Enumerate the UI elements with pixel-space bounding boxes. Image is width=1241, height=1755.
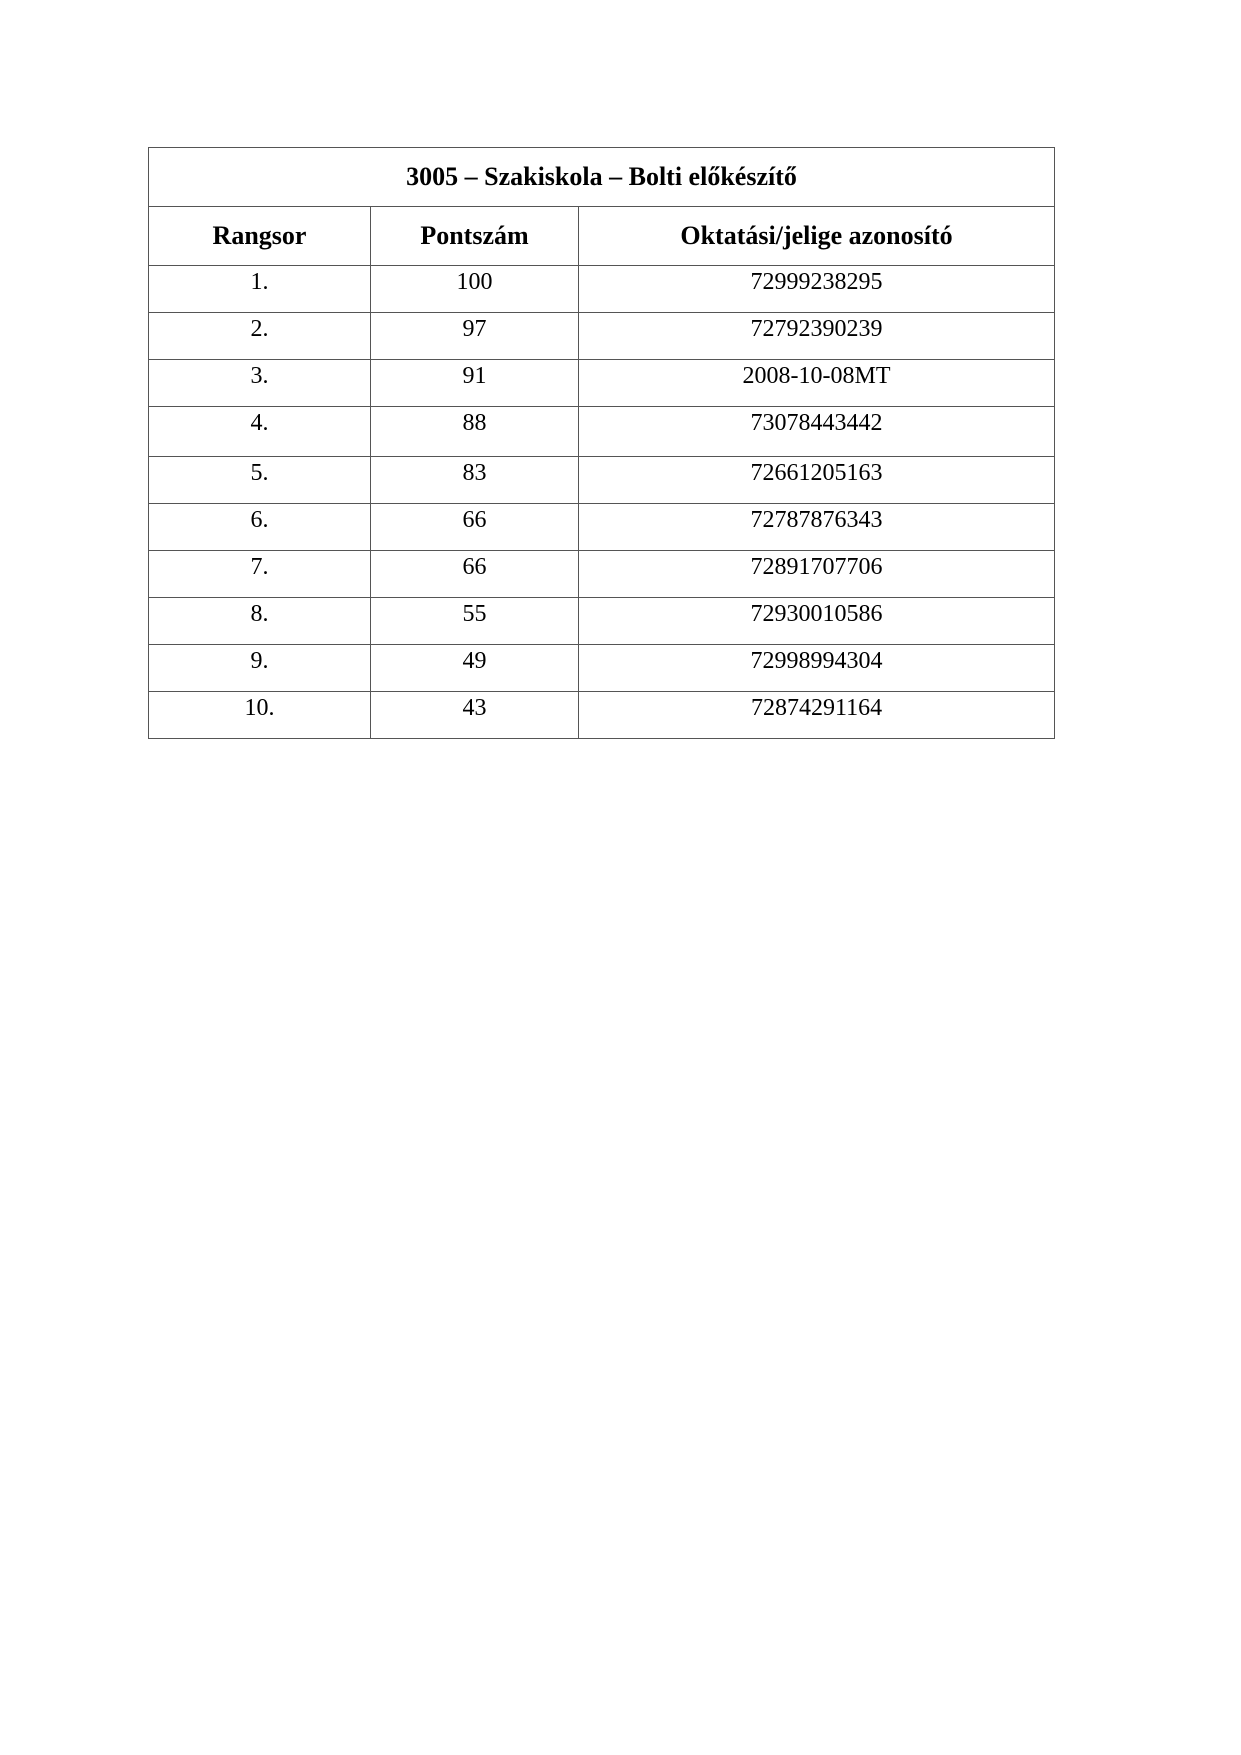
- rank-cell: 8.: [149, 598, 371, 645]
- score-cell: 49: [371, 645, 579, 692]
- table-row: [149, 407, 1055, 457]
- table-row: [149, 266, 1055, 313]
- id-cell: 72998994304: [579, 645, 1055, 692]
- rank-cell: 9.: [149, 645, 371, 692]
- score-cell: 83: [371, 457, 579, 504]
- score-cell: 66: [371, 504, 579, 551]
- table-row: [149, 645, 1055, 692]
- table-header-row: [149, 207, 1055, 266]
- rank-cell: 4.: [149, 407, 371, 457]
- table-row: [149, 551, 1055, 598]
- table-row: [149, 598, 1055, 645]
- table-title: 3005 – Szakiskola – Bolti előkészítő: [149, 148, 1055, 207]
- id-cell: 72891707706: [579, 551, 1055, 598]
- score-cell: 55: [371, 598, 579, 645]
- rank-cell: 5.: [149, 457, 371, 504]
- id-cell: 72874291164: [579, 692, 1055, 739]
- table-row: [149, 504, 1055, 551]
- id-cell: 72930010586: [579, 598, 1055, 645]
- id-cell: 73078443442: [579, 407, 1055, 457]
- table-title-row: [149, 148, 1055, 207]
- score-cell: 97: [371, 313, 579, 360]
- rank-cell: 7.: [149, 551, 371, 598]
- ranking-table: [148, 147, 1055, 739]
- column-header-score: Pontszám: [371, 207, 579, 266]
- rank-cell: 10.: [149, 692, 371, 739]
- rank-cell: 1.: [149, 266, 371, 313]
- score-cell: 100: [371, 266, 579, 313]
- score-cell: 66: [371, 551, 579, 598]
- table-row: [149, 360, 1055, 407]
- rank-cell: 2.: [149, 313, 371, 360]
- column-header-rank: Rangsor: [149, 207, 371, 266]
- id-cell: 72999238295: [579, 266, 1055, 313]
- table-body: [149, 266, 1055, 739]
- id-cell: 2008-10-08MT: [579, 360, 1055, 407]
- score-cell: 88: [371, 407, 579, 457]
- id-cell: 72661205163: [579, 457, 1055, 504]
- score-cell: 43: [371, 692, 579, 739]
- table-row: [149, 457, 1055, 504]
- rank-cell: 6.: [149, 504, 371, 551]
- rank-cell: 3.: [149, 360, 371, 407]
- column-header-id: Oktatási/jelige azonosító: [579, 207, 1055, 266]
- id-cell: 72792390239: [579, 313, 1055, 360]
- table-row: [149, 313, 1055, 360]
- score-cell: 91: [371, 360, 579, 407]
- table-row: [149, 692, 1055, 739]
- id-cell: 72787876343: [579, 504, 1055, 551]
